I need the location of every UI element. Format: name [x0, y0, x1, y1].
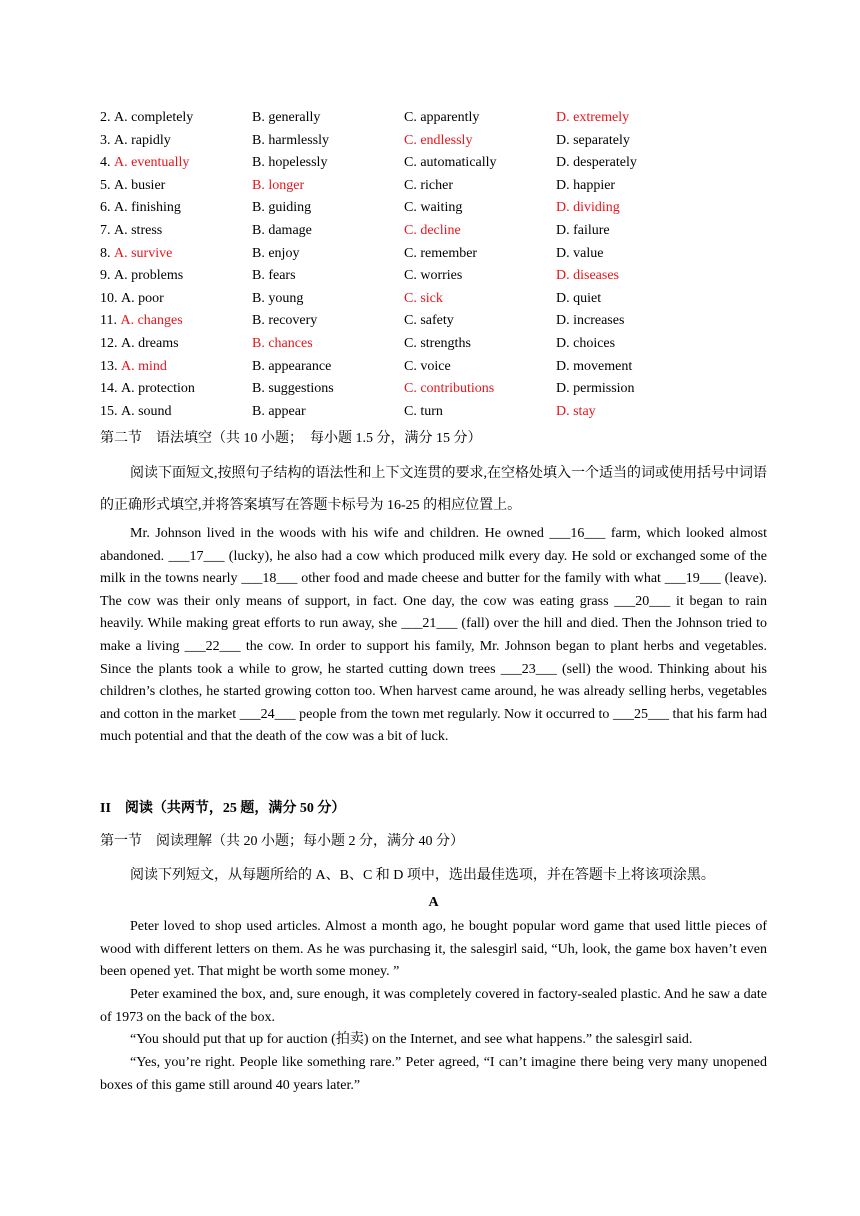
option-row — [100, 288, 696, 311]
option-a: A. changes — [120, 313, 183, 329]
option-a: A. busier — [114, 177, 166, 193]
option-cell-a — [100, 265, 252, 288]
option-d: D. quiet — [556, 290, 602, 306]
passage-a-p4: “Yes, you’re right. People like something rare.” Peter agreed, “I can’t imagine there being very many unopened boxes of this game still around 40 years later.” — [100, 1055, 767, 1093]
option-cell-a — [100, 130, 252, 153]
option-a: A. survive — [114, 245, 173, 261]
option-row — [100, 107, 696, 130]
option-c: C. safety — [404, 313, 454, 329]
option-a: A. completely — [114, 110, 194, 125]
option-a: A. mind — [121, 358, 167, 374]
section2-instructions: 阅读下面短文,按照句子结构的语法性和上下文连贯的要求,在空格处填入一个适当的词或使用括号中词语的正确形式填空,并将答案填写在答题卡标号为 16-25 的相应位置上。 — [100, 466, 767, 513]
option-cell-a — [100, 107, 252, 130]
option-b: B. recovery — [252, 313, 318, 329]
option-cell-a — [100, 243, 252, 266]
option-d: D. stay — [556, 403, 596, 419]
option-b: B. hopelessly — [252, 155, 328, 171]
option-row — [100, 130, 696, 153]
option-d: D. movement — [556, 358, 633, 374]
option-a: A. rapidly — [114, 132, 171, 148]
question-number: 10. — [100, 290, 121, 306]
option-a: A. dreams — [121, 335, 179, 351]
question-number: 9. — [100, 268, 114, 284]
option-c: C. voice — [404, 358, 451, 374]
passage-a-p1: Peter loved to shop used articles. Almost a month ago, he bought popular word game that used little pieces of wood with different letters on them. As he was purchasing it, the salesgirl said, “Uh, look, the game box haven’t even been opened yet. That might be worth some money. ” — [100, 919, 767, 980]
option-b: B. suggestions — [252, 381, 334, 397]
option-cell-a — [100, 333, 252, 356]
passage-a-p2: Peter examined the box, and, sure enough, it was completely covered in factory-sealed plastic. And he saw a date of 1973 on the back of the box. — [100, 987, 767, 1025]
option-a: A. protection — [121, 381, 195, 397]
passage-a-p3: “You should put that up for auction (拍卖) on the Internet, and see what happens.” the salesgirl said. — [130, 1032, 693, 1047]
option-row — [100, 175, 696, 198]
option-d: D. diseases — [556, 268, 619, 284]
question-number: 6. — [100, 200, 114, 216]
question-number: 12. — [100, 335, 121, 351]
option-row — [100, 220, 696, 243]
option-row — [100, 265, 696, 288]
option-row — [100, 378, 696, 401]
question-number: 5. — [100, 177, 114, 193]
part2-title: II 阅读（共两节，25 题，满分 50 分） — [100, 801, 346, 816]
option-row — [100, 197, 696, 220]
option-a: A. problems — [114, 268, 184, 284]
option-b: B. appear — [252, 403, 306, 419]
question-number: 3. — [100, 132, 114, 148]
passage-label: A — [428, 895, 439, 910]
question-number: 4. — [100, 155, 114, 171]
option-c: C. richer — [404, 177, 453, 193]
option-c: C. apparently — [404, 110, 480, 125]
option-cell-a — [100, 288, 252, 311]
option-cell-a — [100, 175, 252, 198]
option-b: B. damage — [252, 222, 312, 238]
option-c: C. automatically — [404, 155, 497, 171]
option-b: B. fears — [252, 268, 296, 284]
option-a: A. stress — [114, 222, 163, 238]
option-c: C. remember — [404, 245, 478, 261]
option-d: D. value — [556, 245, 604, 261]
option-b: B. generally — [252, 110, 321, 125]
option-cell-a — [100, 220, 252, 243]
option-row — [100, 152, 696, 175]
option-row — [100, 356, 696, 379]
option-cell-a — [100, 401, 252, 424]
option-cell-a — [100, 152, 252, 175]
question-number: 15. — [100, 403, 121, 419]
option-b: B. young — [252, 290, 304, 306]
option-d: D. separately — [556, 132, 630, 148]
option-cell-a — [100, 310, 252, 333]
option-b: B. appearance — [252, 358, 332, 374]
option-b: B. chances — [252, 335, 313, 351]
option-a: A. poor — [121, 290, 164, 306]
option-cell-a — [100, 197, 252, 220]
option-b: B. enjoy — [252, 245, 300, 261]
question-number: 14. — [100, 381, 121, 397]
section1-title: 第一节 阅读理解（共 20 小题；每小题 2 分，满分 40 分） — [100, 834, 464, 849]
option-cell-a — [100, 356, 252, 379]
option-c: C. strengths — [404, 335, 471, 351]
question-number: 11. — [100, 313, 121, 329]
option-d: D. increases — [556, 313, 625, 329]
option-a: A. eventually — [114, 155, 190, 171]
question-number: 13. — [100, 358, 121, 374]
option-row — [100, 401, 696, 424]
option-b: B. guiding — [252, 200, 312, 216]
option-d: D. choices — [556, 335, 616, 351]
grammar-passage: Mr. Johnson lived in the woods with his wife and children. He owned ___16___ farm, which looked almost abandoned. ___17___ (lucky), he also had a cow which produced milk every day. He sold or exchanged some of the milk in the towns nearly ___18___ other food and made cheese and butter for the family with what ___19___ (leave). The cow was their only means of support, in fact. One day, the cow was eating grass ___20___ it began to rain heavily. While making great efforts to run away, she ___21___ (fall) over the hill and died. Then the Johnson tried to make a living ___22___ the cow. In order to support his family, Mr. Johnson began to plant herbs and vegetables. Since the plants took a while to grow, he started cutting down trees ___23___ (sell) the wood. Thinking about his children’s clothes, he started growing cotton too. When harvest came around, he was already selling herbs, vegetables and cotton in the market ___24___ people from the town met regularly. Now it occurred to ___25___ that his farm had much potential and that the death of the cow was a bit of luck. — [100, 526, 767, 745]
option-c: C. endlessly — [404, 132, 473, 148]
option-c: C. decline — [404, 222, 461, 238]
section2-title: 第二节 语法填空（共 10 小题； 每小题 1.5 分，满分 15 分） — [100, 431, 482, 446]
question-number: 8. — [100, 245, 114, 261]
option-a: A. finishing — [114, 200, 181, 216]
option-d: D. extremely — [556, 110, 630, 125]
question-number: 7. — [100, 222, 114, 238]
option-c: C. turn — [404, 403, 443, 419]
question-number: 2. — [100, 110, 114, 125]
option-row — [100, 243, 696, 266]
option-d: D. failure — [556, 222, 610, 238]
option-row — [100, 333, 696, 356]
option-a: A. sound — [121, 403, 172, 419]
options-table — [100, 107, 696, 423]
option-c: C. waiting — [404, 200, 463, 216]
option-cell-a — [100, 378, 252, 401]
section1-instructions: 阅读下列短文，从每题所给的 A、B、C 和 D 项中，选出最佳选项，并在答题卡上将该项涂黑。 — [130, 868, 715, 883]
option-c: C. contributions — [404, 381, 495, 397]
option-d: D. desperately — [556, 155, 637, 171]
option-c: C. sick — [404, 290, 443, 306]
option-c: C. worries — [404, 268, 463, 284]
option-d: D. dividing — [556, 200, 620, 216]
option-d: D. happier — [556, 177, 616, 193]
option-b: B. longer — [252, 177, 305, 193]
option-row — [100, 310, 696, 333]
option-d: D. permission — [556, 381, 635, 397]
option-b: B. harmlessly — [252, 132, 329, 148]
